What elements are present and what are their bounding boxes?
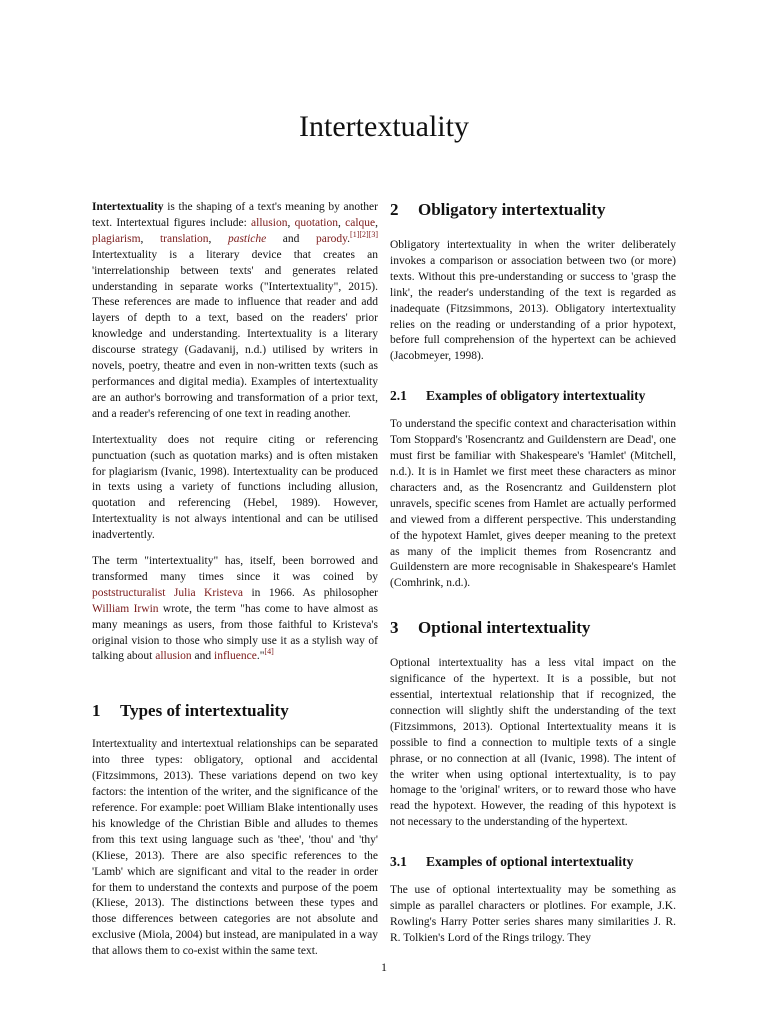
link-allusion-2[interactable]: allusion xyxy=(155,650,192,663)
document-title: Intertextuality xyxy=(299,110,469,143)
body-text: and xyxy=(191,650,215,663)
section-2-paragraph: Obligatory intertextuality in when the writer deliberately invokes a comparison or association between two (or more) texts. Without this pre-understanding or success to 'grasp the link', the reader's understanding of the text is regarded as inadequate (Fitzsimmons, 2013). Obligatory intertextuality relies on the reading or understanding of a prior hypotext, before full comprehension of the hypertext can be achieved (Jacobmeyer, 1998). xyxy=(390,239,676,363)
subsection-number: 3.1 xyxy=(390,854,407,870)
subsection-title: Examples of obligatory intertextuality xyxy=(426,388,646,404)
subsection-heading-3-1 xyxy=(390,853,676,871)
paragraph-term-origin xyxy=(92,554,378,665)
section-number: 2 xyxy=(390,200,399,219)
paragraph-plagiarism: Intertextuality does not require citing or referencing punctuation (such as quotation marks) and is often mistaken for plagiarism (Ivanic, 1998). Intertextuality can be produced in texts using a variety of functions including allusion, quotation and referencing (Hebel, 1989). However, Intertextuality is not always intentional and can be utilised inadvertently. xyxy=(92,433,378,542)
link-calque[interactable]: calque xyxy=(345,216,376,229)
link-julia-kristeva[interactable]: Julia Kristeva xyxy=(173,586,244,599)
link-pastiche[interactable]: pastiche xyxy=(227,232,267,245)
body-text: in 1966. As philosopher xyxy=(243,586,378,599)
lead-term: Intertextuality xyxy=(92,201,164,213)
section-heading-3 xyxy=(390,618,676,638)
left-column xyxy=(92,200,378,970)
separator xyxy=(165,587,173,599)
citation-sup-4[interactable]: [4] xyxy=(264,647,274,657)
body-text: The term "intertextuality" has, itself, been borrowed and transformed many times since it was coined by xyxy=(92,555,378,583)
body-text: Intertextuality is a literary device that creates an 'interrelationship between texts' and generates related understanding in separate works ("Intertextuality", 2015). These references are made to influence that reader and add layers of depth to a text, based on the readers' prior knowledge and understanding. Intertextuality is a literary discourse strategy (Gadavanij, n.d.) utilised by writers in novels, poetry, theatre and even in non-written texts (such as performances and digital media). Examples of intertextuality are an author's borrowing and transformation of a prior text, and a reader's referencing of one text in reading another. xyxy=(92,248,378,420)
separator: and xyxy=(266,232,316,245)
section-heading-1 xyxy=(92,701,378,721)
separator: , xyxy=(208,232,228,245)
subsection-3-1-paragraph: The use of optional intertextuality may be something as simple as parallel characters or plotlines. For example, J.K. Rowling's Harry Potter series shares many similarities J. R. R. Tolkien's Lord of the Rings trilogy. They xyxy=(390,884,676,944)
link-translation[interactable]: translation xyxy=(159,232,209,245)
link-allusion[interactable]: allusion xyxy=(251,216,288,229)
link-parody[interactable]: parody xyxy=(315,232,348,245)
link-quotation[interactable]: quotation xyxy=(294,216,339,229)
link-influence[interactable]: influence xyxy=(214,650,257,663)
link-plagiarism[interactable]: plagiarism xyxy=(92,232,141,245)
body-text: wrote, the term "has come to have almost as many meanings as users, from those faithful to Kristeva's original vision to those who simply use it as a stylish way of talking about xyxy=(92,602,378,663)
section-heading-2 xyxy=(390,200,676,220)
separator: , xyxy=(338,216,346,229)
right-column xyxy=(390,200,676,957)
link-poststructuralist[interactable]: poststructuralist xyxy=(92,586,166,599)
subsection-2-1-paragraph: To understand the specific context and characterisation within Tom Stoppard's 'Rosencrantz and Guildenstern are Dead', one must first be familiar with Shakespeare's 'Hamlet' (Mitchell, n.d.). It is in Hamlet we first meet these characters as minor characters and, as the Rosencrantz and Guildenstern plot unravels, specific scenes from Hamlet are actually performed and viewed from a different perspective. This understanding of the hypotext Hamlet, gives deeper meaning to the pretext as many of the implicit themes from Rosencrantz and Guildenstern are more recognisable in Shakespeare's Hamlet (Comhrink, n.d.). xyxy=(390,418,676,590)
body-text: is the shaping of a text's meaning by another text. Intertextual figures include: xyxy=(92,201,378,229)
section-number: 1 xyxy=(92,701,101,721)
subsection-title: Examples of optional intertextuality xyxy=(426,854,634,870)
section-1-paragraph: Intertextuality and intertextual relationships can be separated into three types: obligatory, optional and accidental (Fitzsimmons, 2013). These variations depend on two key factors: the intention of the writer, and the significance of the reference. For example: poet William Blake intentionally uses his knowledge of the Christian Bible and alludes to themes from this text using language such as 'thee', 'thou' and 'thy' (Kliese, 2013). There are also specific references to the 'Lamb' which are significant and vital to the reader in order for them to understand the contexts and purpose of the poem (Kliese, 2013). The distinctions between these types and those differences between categories are not absolute and exclusive (Miola, 2004) but instead, are manipulated in a way that allows them to co-exist within the same text. xyxy=(92,738,378,958)
separator: , xyxy=(287,216,295,229)
section-title: Optional intertextuality xyxy=(418,618,591,638)
citation-sup-1-3[interactable]: [1][2][3] xyxy=(350,229,379,239)
page-number: 1 xyxy=(381,960,387,974)
separator: , xyxy=(375,216,379,229)
separator: . xyxy=(347,232,351,245)
intro-paragraph xyxy=(92,200,378,423)
section-title: Obligatory intertextuality xyxy=(418,200,606,219)
section-title: Types of intertextuality xyxy=(120,701,289,721)
body-text: ." xyxy=(256,650,265,663)
section-number: 3 xyxy=(390,618,399,638)
subsection-number: 2.1 xyxy=(390,388,407,404)
section-3-paragraph: Optional intertextuality has a less vital impact on the significance of the hypertext. It is a possible, but not essential, intertextual relationship that if recognized, the connection will slightly shift the understanding of the text (Fitzsimmons, 2013). Optional Intertextuality means it is possible to find a connection to multiple texts of a single phrase, or no connection at all (Ivanic, 1998). The intent of the writer when using optional intertextuality, is to pay homage to the 'original' writers, or to reward those who have read the hypotext. However, the reading of this hypotext is not necessary to the understanding of the hypertext. xyxy=(390,657,676,829)
link-william-irwin[interactable]: William Irwin xyxy=(92,602,159,615)
subsection-heading-2-1 xyxy=(390,387,676,405)
separator: , xyxy=(140,232,160,245)
